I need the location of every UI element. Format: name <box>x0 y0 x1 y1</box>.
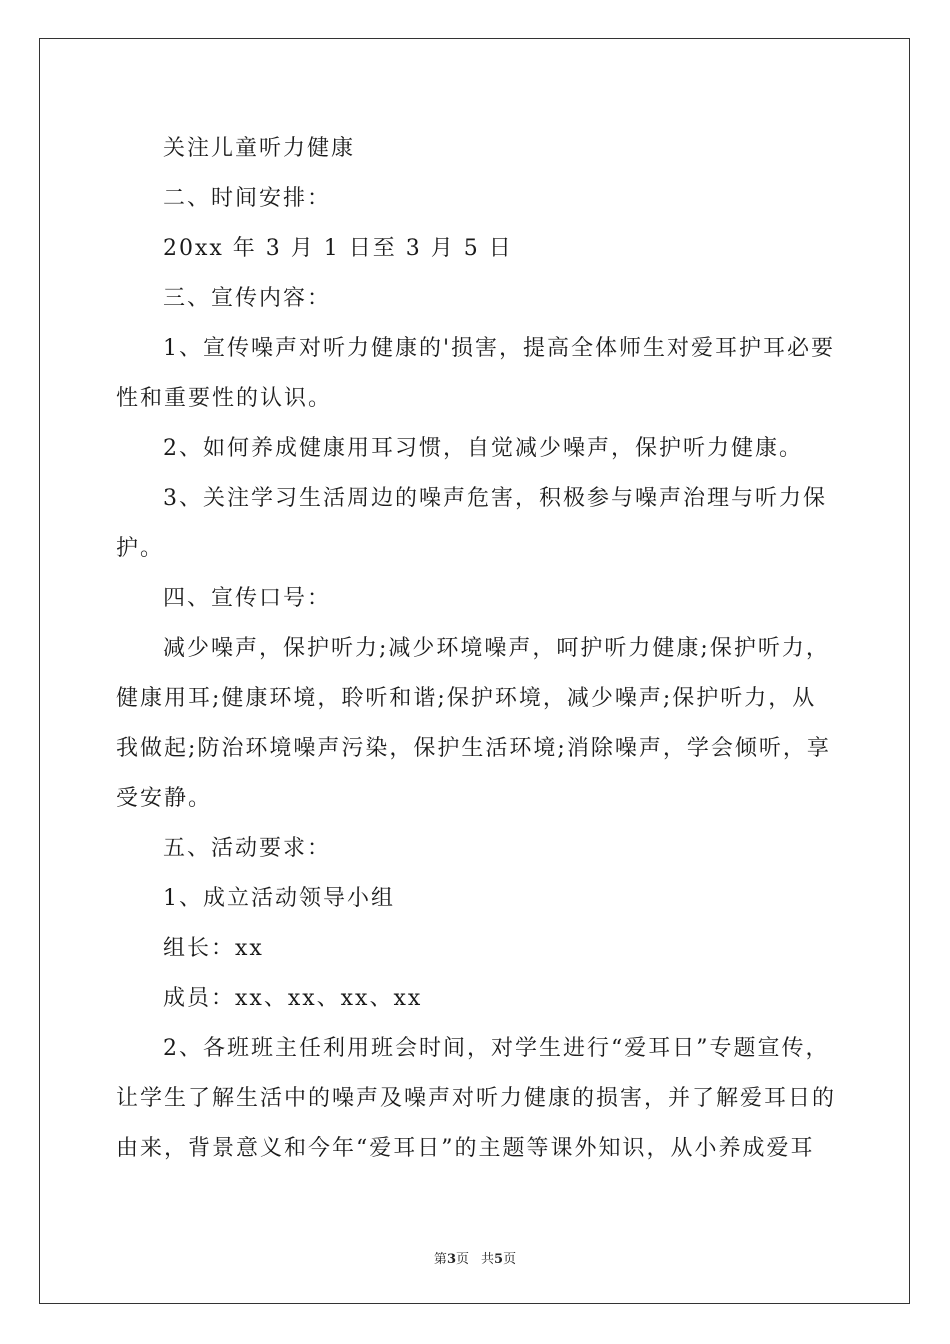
document-body <box>116 124 838 1174</box>
text-line-topic: 关注儿童听力健康 <box>163 136 356 161</box>
text-line-date-range: 20xx 年 3 月 1 日至 3 月 5 日 <box>163 236 513 261</box>
text-line: 减少噪声，保护听力;减少环境噪声，呵护听力健康;保护听力， <box>163 636 830 661</box>
total-prefix: 共 <box>481 1252 495 1267</box>
heading-content: 三、宣传内容： <box>163 286 332 311</box>
heading-requirements: 五、活动要求： <box>163 836 332 861</box>
text-line-members: 成员：xx、xx、xx、xx <box>163 986 423 1011</box>
page-prefix: 第 <box>433 1252 447 1267</box>
text-line: 2、各班班主任利用班会时间，对学生进行“爱耳日”专题宣传， <box>163 1036 830 1061</box>
total-suffix: 页 <box>503 1252 517 1267</box>
text-line: 让学生了解生活中的噪声及噪声对听力健康的损害，并了解爱耳日的 <box>116 1086 837 1111</box>
text-line: 性和重要性的认识。 <box>116 386 333 411</box>
text-line: 我做起;防治环境噪声污染，保护生活环境;消除噪声，学会倾听，享 <box>116 736 831 761</box>
text-line: 受安静。 <box>116 786 213 811</box>
page-suffix: 页 <box>455 1252 469 1267</box>
text-line: 由来，背景意义和今年“爱耳日”的主题等课外知识，从小养成爱耳 <box>116 1136 815 1161</box>
heading-schedule: 二、时间安排： <box>163 186 332 211</box>
text-line: 3、关注学习生活周边的噪声危害，积极参与噪声治理与听力保 <box>163 486 827 511</box>
page-total: 5 <box>494 1252 504 1267</box>
heading-slogans: 四、宣传口号： <box>163 586 332 611</box>
text-line: 2、如何养成健康用耳习惯，自觉减少噪声，保护听力健康。 <box>163 436 803 461</box>
text-line: 健康用耳;健康环境，聆听和谐;保护环境，减少噪声;保护听力，从 <box>116 686 817 711</box>
text-line: 护。 <box>116 536 165 561</box>
page-current: 3 <box>446 1252 456 1267</box>
text-line: 1、宣传噪声对听力健康的'损害，提高全体师生对爱耳护耳必要 <box>163 336 836 361</box>
page-footer <box>0 1248 950 1267</box>
text-line: 1、成立活动领导小组 <box>163 886 395 911</box>
text-line-leader: 组长：xx <box>163 936 264 961</box>
